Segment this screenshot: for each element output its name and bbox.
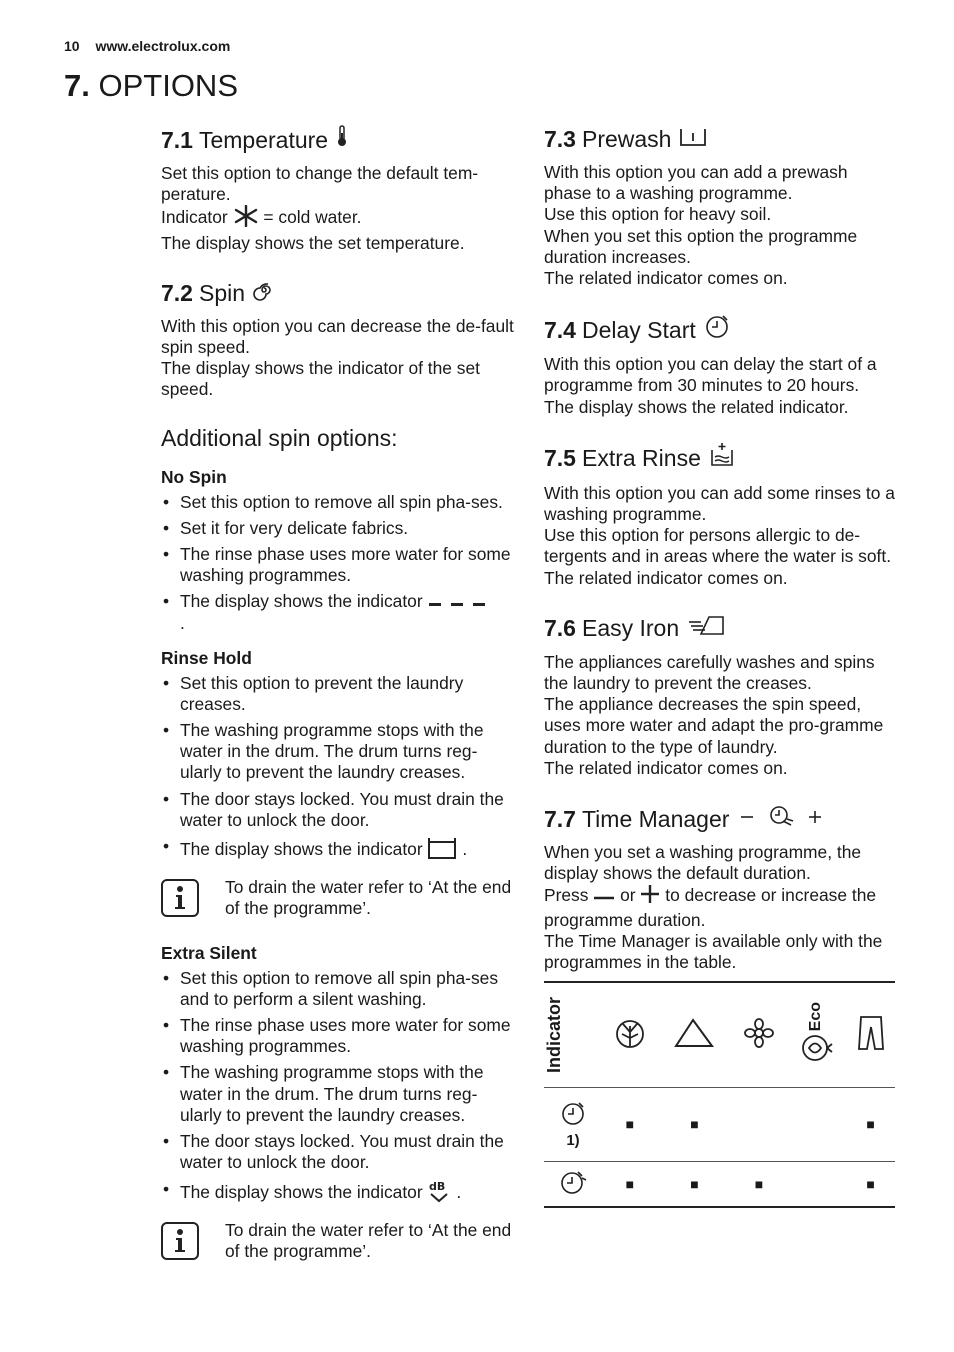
svg-text:dB: dB	[429, 1179, 446, 1193]
right-column	[544, 124, 896, 1208]
section-easy-iron	[544, 613, 896, 779]
table-cell	[787, 1161, 846, 1207]
chapter-title	[64, 68, 238, 104]
paragraph: The display shows the indicator of the set speed.	[161, 358, 481, 400]
section-title: Prewash	[581, 126, 672, 152]
clock-icon	[559, 1114, 587, 1131]
extra-silent-list	[161, 968, 516, 1208]
paragraph: The appliances carefully washes and spins the laundry to prevent the creases.	[544, 651, 875, 694]
section-title: Extra Rinse	[581, 445, 701, 472]
paragraph: Press or to decrease or increase the programme duration.	[544, 885, 877, 930]
note-text: To drain the water refer to ‘At the end of the programme’.	[225, 1219, 512, 1261]
option-title: Rinse Hold	[161, 647, 252, 668]
paragraph: When you set a washing programme, the display shows the default duration.	[544, 842, 862, 884]
paragraph: The related indicator comes on.	[544, 567, 788, 588]
clock-fast-icon	[558, 1183, 588, 1200]
paragraph: The display shows the related indicator.	[544, 396, 849, 417]
table-cell	[731, 1087, 787, 1161]
column-synthetics	[658, 982, 731, 1087]
paragraph: Set this option to change the default tem-perature.	[161, 163, 479, 205]
section-time-manager	[544, 803, 896, 973]
list-item: • Set this option to prevent the laundry creases.	[161, 673, 516, 715]
table-row	[544, 1161, 895, 1207]
list-item: • The rinse phase uses more water for some washing programmes.	[161, 544, 516, 586]
dashes-icon	[427, 592, 487, 613]
section-extra-rinse	[544, 442, 896, 589]
page-header	[64, 38, 242, 54]
indicator-header: Indicator	[544, 997, 564, 1074]
section-number: 7.6	[544, 615, 576, 642]
row-indicator	[544, 1161, 602, 1207]
table-cell: ■	[866, 1116, 875, 1133]
section-title: Delay Start	[581, 316, 696, 343]
spin-icon	[253, 278, 275, 308]
chapter-number: 7.	[64, 68, 90, 103]
paragraph: The related indicator comes on.	[544, 268, 788, 289]
list-item: • The display shows the indicator .	[161, 591, 516, 634]
list-item: • The door stays locked. You must drain the water to unlock the door.	[161, 789, 516, 831]
section-number: 7.4	[544, 316, 576, 343]
prewash-icon	[679, 124, 707, 154]
paragraph: With this option you can add a prewash phase to a washing programme.	[544, 162, 848, 204]
paragraph: Indicator = cold water.	[161, 205, 516, 232]
column-cotton	[602, 982, 658, 1087]
column-jeans	[846, 982, 895, 1087]
extra-rinse-icon	[709, 442, 735, 475]
option-title: No Spin	[161, 466, 227, 487]
list-item: • The washing programme stops with the water in the drum. The drum turns reg-ularly to prevent the laundry creases.	[161, 720, 516, 784]
plus-icon	[640, 884, 660, 909]
list-item: • Set this option to remove all spin pha-ses and to perform a silent washing.	[161, 968, 516, 1010]
section-number: 7.1	[161, 126, 193, 153]
rinse-hold-list	[161, 673, 516, 866]
list-item: • The washing programme stops with the water in the drum. The drum turns reg-ularly to prevent the laundry creases.	[161, 1062, 516, 1126]
table-cell: ■	[866, 1176, 875, 1193]
paragraph: With this option you can decrease the de-fault spin speed.	[161, 315, 514, 358]
section-title: Spin	[198, 279, 246, 306]
row-indicator	[544, 1087, 602, 1161]
tub-icon	[427, 836, 457, 865]
table-cell: ■	[690, 1116, 699, 1133]
page-number: 10	[64, 38, 80, 54]
list-item: • The door stays locked. You must drain the water to unlock the door.	[161, 1131, 516, 1173]
section-heading	[544, 442, 896, 475]
column-delicates	[731, 982, 787, 1087]
section-heading	[161, 278, 516, 308]
section-title: Easy Iron	[581, 615, 680, 642]
paragraph: When you set this option the programme duration increases.	[544, 225, 858, 267]
paragraph: Use this option for heavy soil.	[544, 204, 772, 225]
option-title: Extra Silent	[161, 942, 257, 963]
time-manager-table	[544, 981, 895, 1208]
no-spin-list	[161, 492, 516, 635]
minus-icon	[593, 886, 615, 907]
website-url: www.electrolux.com	[95, 38, 231, 54]
paragraph: With this option you can delay the start of a programme from 30 minutes to 20 hours.	[544, 354, 877, 396]
info-note	[161, 877, 516, 919]
section-temperature	[161, 124, 516, 254]
section-spin	[161, 278, 516, 401]
paragraph: The Time Manager is available only with the programmes in the table.	[544, 930, 883, 973]
table-cell: ■	[754, 1176, 764, 1193]
section-heading	[161, 124, 516, 155]
section-number: 7.5	[544, 445, 576, 472]
subsection-title: Additional spin options:	[161, 424, 398, 451]
delicates-icon	[743, 1036, 775, 1053]
table-header-row	[544, 982, 895, 1087]
paragraph: The appliance decreases the spin speed, uses more water and adapt the pro-gramme duration to the type of laundry.	[544, 694, 884, 757]
cotton-icon	[614, 1037, 646, 1054]
chapter-name: OPTIONS	[98, 68, 238, 103]
table-row	[544, 1087, 895, 1161]
synthetics-icon	[673, 1037, 715, 1054]
paragraph: Use this option for persons allergic to de-tergents and in areas where the water is soft.	[544, 525, 892, 567]
paragraph: The related indicator comes on.	[544, 757, 788, 778]
section-number: 7.3	[544, 126, 576, 152]
info-icon	[161, 1222, 199, 1260]
table-cell: ■	[690, 1176, 699, 1193]
time-manager-icon	[737, 803, 823, 834]
thermometer-icon	[336, 124, 348, 155]
list-item: • The display shows the indicator dB .	[161, 1179, 516, 1208]
decibel-icon	[427, 1179, 451, 1208]
table-cell: ■	[625, 1116, 635, 1133]
paragraph: With this option you can add some rinses to a washing programme.	[544, 482, 895, 525]
eco-icon	[799, 1031, 833, 1068]
list-item: • The rinse phase uses more water for some washing programmes.	[161, 1015, 516, 1057]
info-note	[161, 1220, 516, 1262]
section-number: 7.7	[544, 805, 576, 832]
note-text: To drain the water refer to ‘At the end of the programme’.	[225, 877, 512, 919]
section-heading	[544, 803, 896, 834]
iron-icon	[687, 613, 727, 644]
column-eco	[787, 982, 846, 1087]
jeans-icon	[857, 1038, 885, 1055]
paragraph: The display shows the set temperature.	[161, 232, 465, 253]
table-cell	[787, 1087, 846, 1161]
section-heading	[544, 313, 896, 346]
section-title: Temperature	[198, 126, 329, 153]
section-heading	[544, 613, 896, 644]
list-item: • Set this option to remove all spin pha-ses.	[161, 492, 516, 513]
section-delay-start	[544, 313, 896, 418]
list-item: • The display shows the indicator .	[161, 836, 516, 865]
list-item: • Set it for very delicate fabrics.	[161, 518, 516, 539]
snowflake-icon	[233, 205, 259, 232]
eco-label: Eco	[807, 1001, 825, 1032]
footnote: 1)	[566, 1131, 580, 1149]
section-prewash	[544, 124, 896, 289]
section-number: 7.2	[161, 279, 193, 306]
section-heading	[544, 124, 896, 154]
section-title: Time Manager	[581, 805, 730, 832]
info-icon	[161, 879, 199, 917]
table-cell: ■	[625, 1176, 635, 1193]
left-column	[161, 124, 516, 1284]
clock-icon	[704, 313, 730, 346]
